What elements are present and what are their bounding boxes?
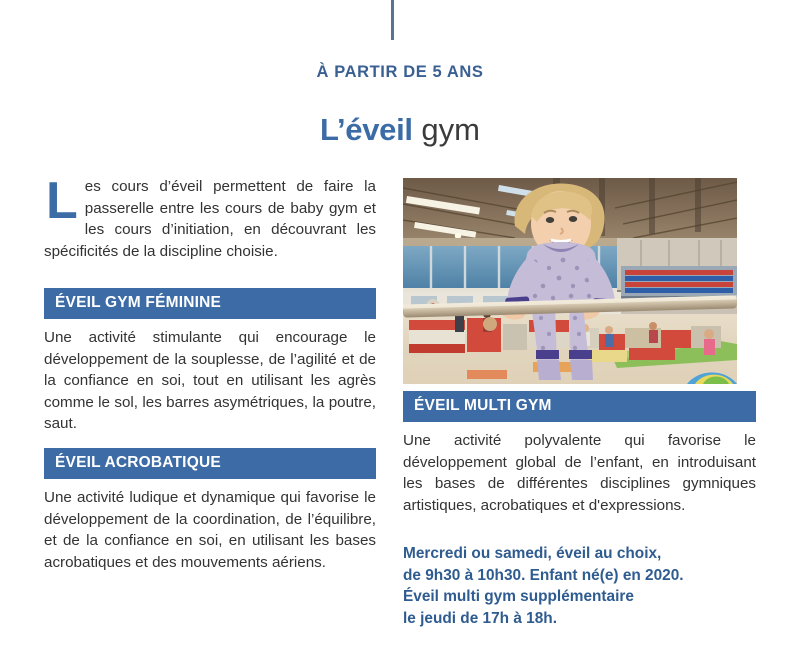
section-eveil-acrobatique [44, 448, 376, 573]
schedule-line-4: le jeudi de 17h à 18h. [403, 609, 557, 627]
schedule-block [403, 543, 756, 629]
section-heading-band: ÉVEIL MULTI GYM [403, 391, 756, 422]
intro-paragraph: Les cours d’éveil permettent de faire la passerelle entre les cours de baby gym et les cours d’initiation, en découvrant les spécificités de la discipline choisie. [44, 172, 376, 260]
section-body: Une activité polyvalente qui favorise le développement global de l’enfant, en introduisant les bases de différentes disciplines gymniques artistiques, acrobatiques et d'expressions. [403, 432, 756, 514]
section-eveil-multi-gym [403, 391, 756, 516]
section-heading-band: ÉVEIL GYM FÉMININE [44, 288, 376, 319]
schedule-line-2: de 9h30 à 10h30. Enfant né(e) en 2020. [403, 566, 684, 584]
page-title-light: gym [421, 112, 480, 147]
age-kicker: À PARTIR DE 5 ANS [316, 63, 484, 81]
schedule-line-1: Mercredi ou samedi, éveil au choix, [403, 545, 662, 562]
schedule-line-3: Éveil multi gym supplémentaire [403, 588, 634, 606]
section-heading-band: ÉVEIL ACROBATIQUE [44, 448, 376, 479]
gymnastics-photo-illustration [403, 178, 737, 384]
section-body: Une activité ludique et dynamique qui favorise le développement de la coordination, de l’équilibre, et de la confiance en soi, en utilisant les bases acrobatiques et des mouvements aériens. [44, 489, 376, 571]
gymnastics-photo [403, 178, 737, 384]
top-accent-rule [391, 0, 394, 40]
page-title [0, 110, 800, 150]
left-column [44, 172, 376, 571]
section-eveil-gym-feminine [44, 288, 376, 435]
page-title-strong: L’éveil [320, 112, 413, 147]
section-body: Une activité stimulante qui encourage le développement de la souplesse, de l’agilité et de la confiance en soi, tout en utilisant les agrès comme le sol, les barres asymétriques, la poutre, saut. [44, 329, 376, 432]
